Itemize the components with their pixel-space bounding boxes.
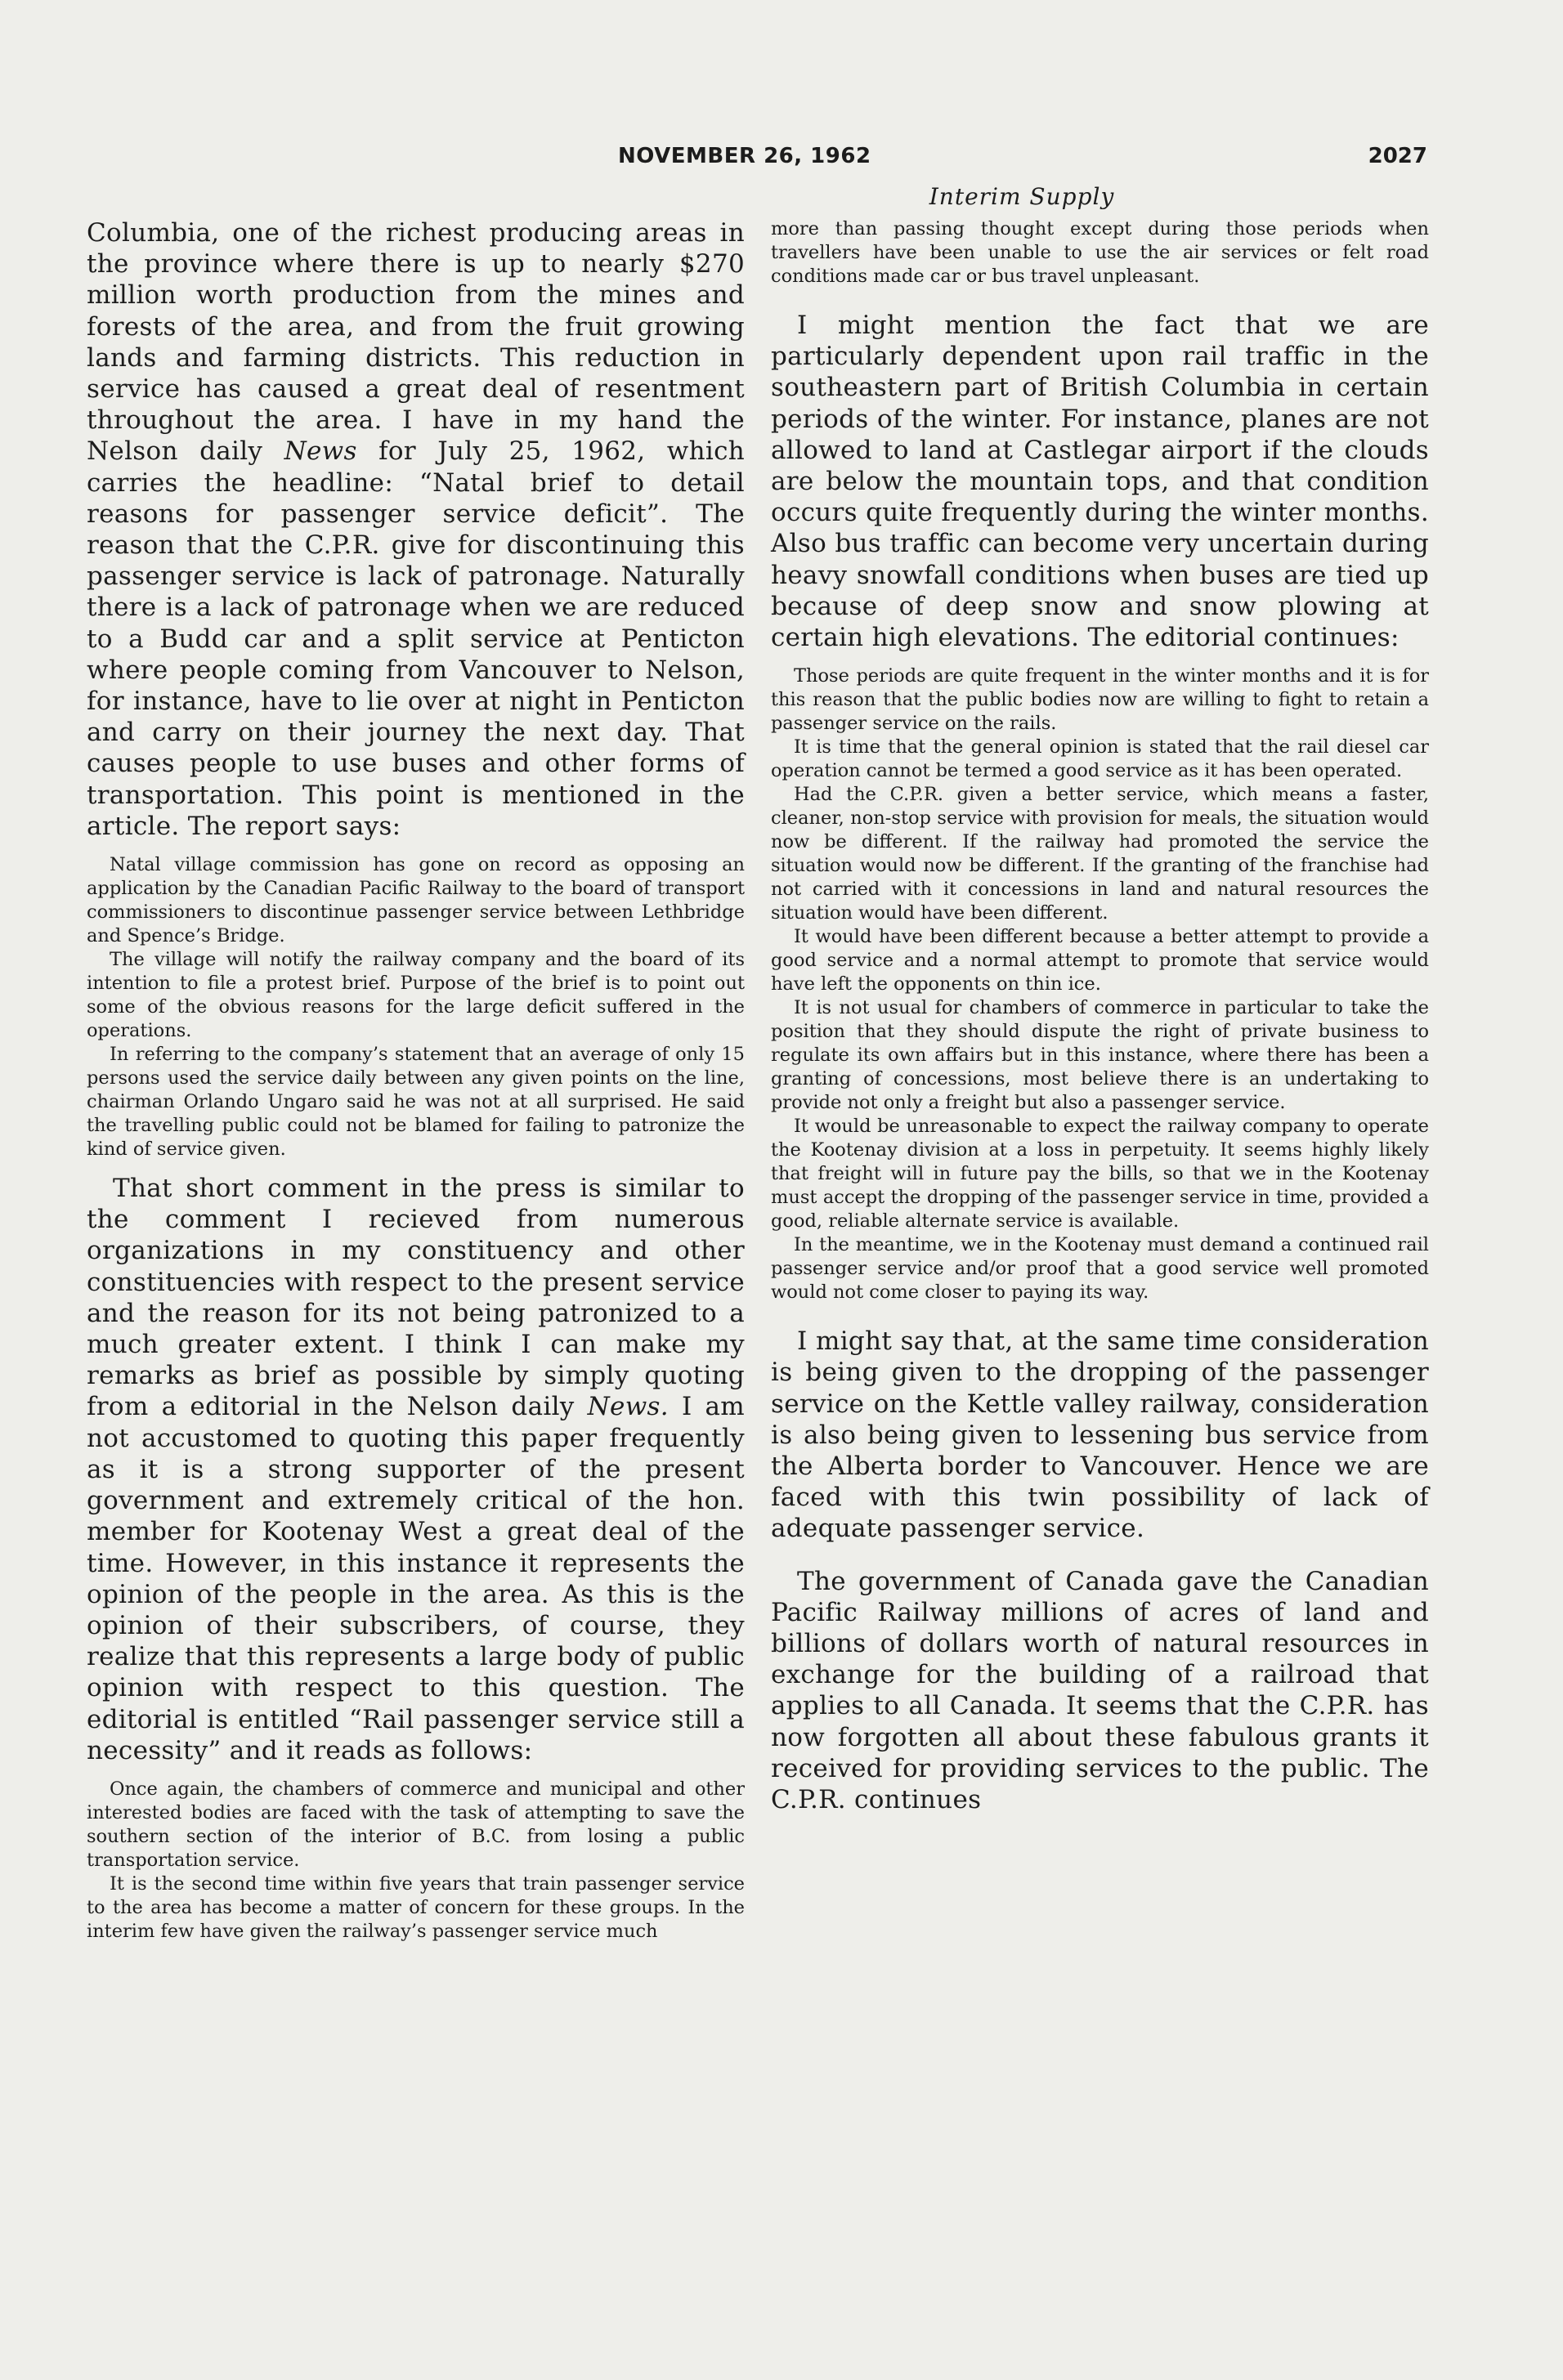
quoted-paragraph: It would be unreasonable to expect the railway company to operate the Kootenay division at a loss in perpetuity. It seems highly likely that freight will in future pay the bills, so that we in the Kootenay must accept the dropping of the passenger service in time, provided a good, reliable alternate service is available. xyxy=(771,1116,1429,1232)
quoted-paragraph: more than passing thought except during those periods when travellers have been unable to use the air services or felt road conditions made car or bus travel unpleasant. xyxy=(771,218,1429,287)
quoted-paragraph: Those periods are quite frequent in the winter months and it is for this reason that the public bodies now are willing to fight to retain a passenger service on the rails. xyxy=(771,665,1429,735)
paragraph-text: I am not accustomed to quoting this paper frequently as it is a strong supporter of the present government and extremely critical of the hon. member for Kootenay West a great deal of the time. However, in this instance it represents the opinion of the people in the area. As this is the opinion of their subscribers, of course, they realize that this represents a large body of public opinion with respect to this question. The editorial is entitled “Rail passenger service still a necessity” and it reads as follows: xyxy=(87,1392,745,1765)
page-number: 2027 xyxy=(1368,144,1427,168)
quoted-paragraph: Natal village commission has gone on record as opposing an application by the Canadian Pacific Railway to the board of transport commissioners to discontinue passenger service between Lethbridge and Spence’s Bridge. xyxy=(87,854,745,947)
running-head: Interim Supply xyxy=(929,183,1115,210)
left-column xyxy=(87,217,745,1944)
quoted-paragraph: Once again, the chambers of commerce and municipal and other interested bodies are faced with the task of attempting to save the southern section of the interior of B.C. from losing a public transportation service. xyxy=(87,1778,745,1871)
paragraph-text: for July 25, 1962, which carries the headline: “Natal brief to detail reasons for passenger service deficit”. The reason that the C.P.R. give for discontinuing this passenger service is lack of patronage. Naturally there is a lack of patronage when we are reduced to a Budd car and a split service at Penticton where people coming from Vancouver to Nelson, for instance, have to lie over at night in Penticton and carry on their journey the next day. That causes people to use buses and other forms of transportation. This point is mentioned in the article. The report says: xyxy=(87,436,746,841)
quoted-paragraph: In referring to the company’s statement that an average of only 15 persons used the service daily between any given points on the line, chairman Orlando Ungaro said he was not at all surprised. He said the travelling public could not be blamed for failing to patronize the kind of service given. xyxy=(87,1044,745,1161)
body-paragraph xyxy=(87,217,745,842)
body-paragraph: I might say that, at the same time consideration is being given to the dropping of the passenger service on the Kettle valley railway, consideration is also being given to lessening bus service from the Alberta border to Vancouver. Hence we are faced with this twin possibility of lack of adequate passenger service. xyxy=(771,1326,1429,1544)
quoted-paragraph: It is time that the general opinion is stated that the rail diesel car operation cannot be termed a good service as it has been operated. xyxy=(771,736,1429,782)
header-date: NOVEMBER 26, 1962 xyxy=(618,144,871,168)
quoted-paragraph: The village will notify the railway company and the board of its intention to file a protest brief. Purpose of the brief is to point out some of the obvious reasons for the large deficit suffered in the operations. xyxy=(87,949,745,1042)
paragraph-text: That short comment in the press is similar to the comment I recieved from numerous organizations in my constituency and other constituencies with respect to the present service and the reason for its not being patronized to a much greater extent. I think I can make my remarks as brief as possible by simply quoting from a editorial in the Nelson daily xyxy=(87,1174,745,1422)
body-paragraph xyxy=(87,1173,745,1766)
page-header xyxy=(87,144,1427,177)
quoted-paragraph: In the meantime, we in the Kootenay must demand a continued rail passenger service and/or proof that a good service well promoted would not come closer to paying its way. xyxy=(771,1234,1429,1304)
body-paragraph: The government of Canada gave the Canadian Pacific Railway millions of acres of land and billions of dollars worth of natural resources in exchange for the building of a railroad that applies to all Canada. It seems that the C.P.R. has now forgotten all about these fabulous grants it received for providing services to the public. The C.P.R. continues xyxy=(771,1566,1429,1815)
body-paragraph: I might mention the fact that we are particularly dependent upon rail traffic in the southeastern part of British Columbia in certain periods of the winter. For instance, planes are not allowed to land at Castlegar airport if the clouds are below the mountain tops, and that condition occurs quite frequently during the winter months. Also bus traffic can become very uncertain during heavy snowfall conditions when buses are tied up because of deep snow and snow plowing at certain high elevations. The editorial continues: xyxy=(771,311,1429,653)
right-column xyxy=(771,217,1429,1815)
newspaper-title: News xyxy=(284,436,357,467)
quoted-paragraph: It would have been different because a better attempt to provide a good service and a normal attempt to promote that service would have left the opponents on thin ice. xyxy=(771,926,1429,995)
quoted-paragraph: Had the C.P.R. given a better service, which means a faster, cleaner, non-stop service with provision for meals, the situation would now be different. If the railway had promoted the service the situation would now be different. If the granting of the franchise had not carried with it concessions in land and natural resources the situation would have been different. xyxy=(771,784,1429,924)
paragraph-text: Columbia, one of the richest producing areas in the province where there is up to nearly $270 million worth production from the mines and forests of the area, and from the fruit growing lands and farming districts. This reduction in service has caused a great deal of resentment throughout the area. I have in my hand the Nelson daily xyxy=(87,218,745,467)
newspaper-title: News. xyxy=(587,1392,669,1422)
quoted-paragraph: It is the second time within five years that train passenger service to the area has become a matter of concern for these groups. In the interim few have given the railway’s passenger service much xyxy=(87,1872,745,1942)
quoted-paragraph: It is not usual for chambers of commerce in particular to take the position that they should dispute the right of private business to regulate its own affairs but in this instance, where there has been a granting of concessions, most believe there is an undertaking to provide not only a freight but also a passenger service. xyxy=(771,997,1429,1114)
